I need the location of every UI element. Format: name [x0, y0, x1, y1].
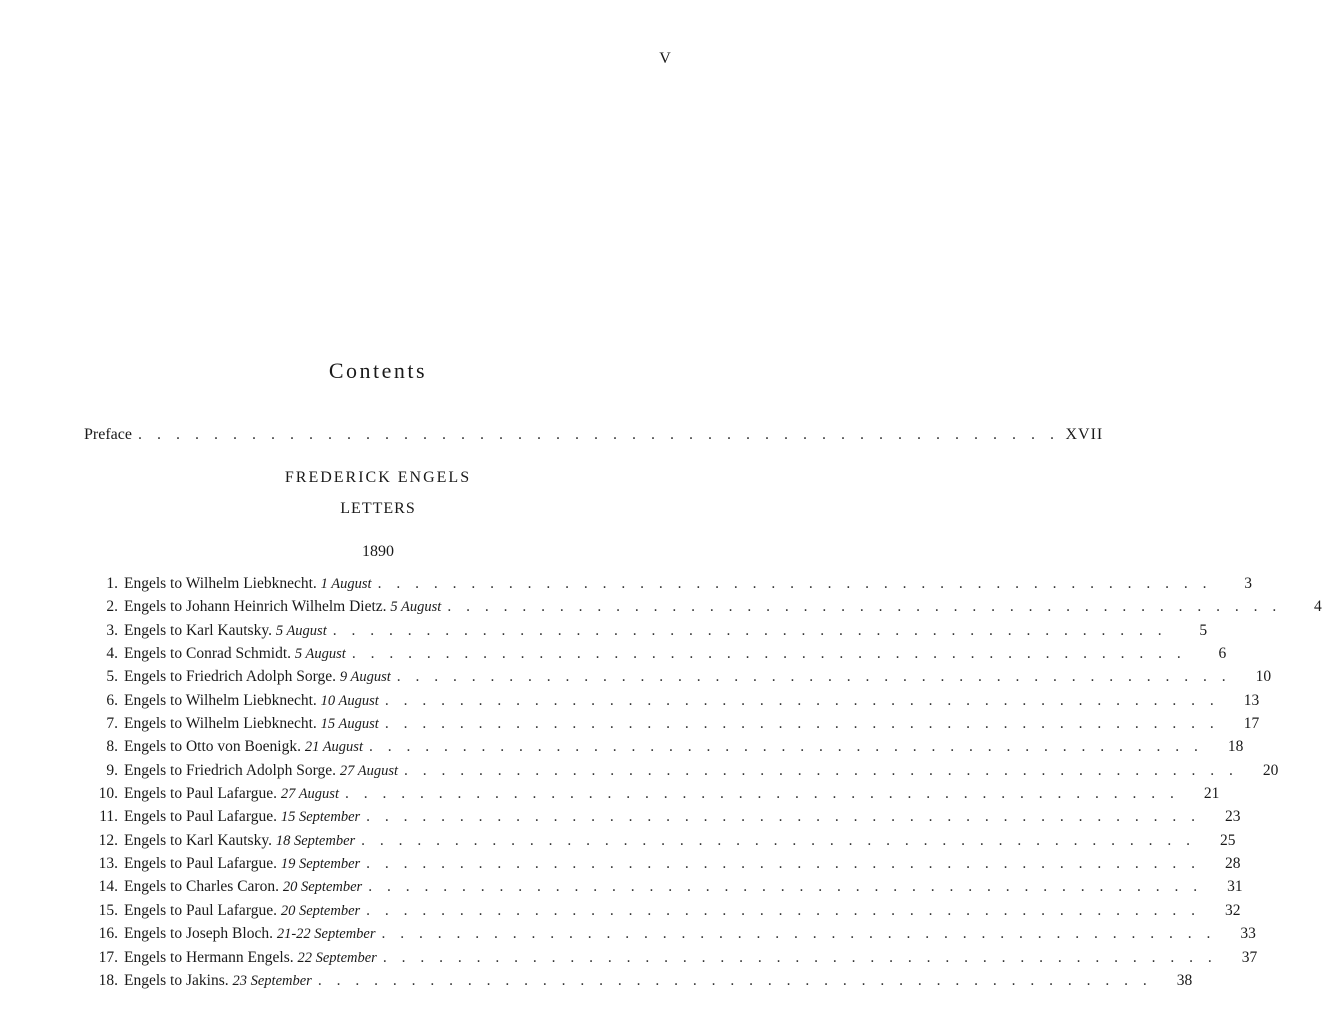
entry-correspondents: Engels to Wilhelm Liebknecht. [124, 715, 317, 733]
entry-date: 9 August [339, 669, 391, 686]
entry-number: 17. [98, 948, 118, 966]
entry-title [124, 762, 398, 780]
entry-title [124, 738, 363, 756]
entry-date: 23 September [232, 972, 312, 989]
contents-entry[interactable] [80, 878, 1243, 901]
contents-entry[interactable] [80, 901, 1241, 925]
leader-dots: . . . . . . . . . . . . . . . . . . . . . . . . . . . . . . . . . . . . . . . . . . . . . [366, 808, 1201, 826]
entry-page-number: 5 [1199, 621, 1208, 639]
entry-date: 22 September [297, 949, 377, 966]
leader-dots: . . . . . . . . . . . . . . . . . . . . . . . . . . . . . . . . . . . . . . . . . . . . . [317, 971, 1153, 989]
entry-title [124, 575, 372, 593]
entry-title [124, 668, 391, 686]
entry-date: 5 August [294, 646, 346, 663]
entry-correspondents: Engels to Hermann Engels. [124, 948, 294, 966]
contents-entry[interactable] [80, 715, 1260, 738]
entry-page-number: 3 [1244, 575, 1252, 592]
entry-correspondents: Engels to Paul Lafargue. [124, 785, 277, 803]
entry-number: 5. [106, 668, 118, 686]
entry-correspondents: Engels to Friedrich Adolph Sorge. [124, 668, 336, 686]
contents-entry[interactable] [80, 575, 1252, 598]
contents-entry[interactable] [80, 738, 1244, 761]
entry-correspondents: Engels to Paul Lafargue. [124, 901, 277, 919]
entry-title [124, 715, 379, 733]
entry-number: 14. [98, 878, 118, 896]
entry-number: 13. [98, 855, 118, 873]
contents-entry[interactable] [80, 855, 1241, 878]
entry-number: 8. [106, 738, 118, 756]
entry-correspondents: Engels to Karl Kautsky. [124, 621, 272, 639]
entry-number: 1. [106, 575, 118, 592]
entry-number: 4. [106, 645, 118, 663]
leader-dots: . . . . . . . . . . . . . . . . . . . . . . . . . . . . . . . . . . . . . . . . . . . . . [344, 785, 1180, 803]
entry-title [124, 925, 376, 943]
leader-dots: . . . . . . . . . . . . . . . . . . . . . . . . . . . . . . . . . . . . . . . . . . . . . [351, 645, 1187, 663]
entry-correspondents: Engels to Paul Lafargue. [124, 855, 277, 873]
leader-dots: . . . . . . . . . . . . . . . . . . . . . . . . . . . . . . . . . . . . . . . . . . . . . [361, 831, 1196, 849]
entry-page-number: 37 [1241, 948, 1258, 966]
entry-date: 21 August [304, 739, 363, 756]
entry-correspondents: Engels to Paul Lafargue. [124, 808, 277, 826]
leader-dots: . . . . . . . . . . . . . . . . . . . . . . . . . . . . . . . . . . . . . . . . . . . . . [382, 948, 1218, 966]
entry-title [124, 598, 441, 616]
leader-dots: . . . . . . . . . . . . . . . . . . . . . . . . . . . . . . . . . . . . . . . . . . . . . [366, 901, 1201, 919]
entry-correspondents: Engels to Conrad Schmidt. [124, 645, 292, 663]
leader-dots: . . . . . . . . . . . . . . . . . . . . . . . . . . . . . . . . . . . . . . . . . . . . . [384, 715, 1220, 733]
contents-entry[interactable] [80, 621, 1208, 645]
entry-title [124, 972, 312, 990]
entry-correspondents: Engels to Charles Caron. [124, 878, 279, 896]
entry-correspondents: Engels to Friedrich Adolph Sorge. [124, 761, 336, 779]
entry-page-number: 33 [1240, 925, 1256, 943]
leader-dots: . . . . . . . . . . . . . . . . . . . . . . . . . . . . . . . . . . . . . . . . . . . . . [332, 621, 1168, 639]
leader-dots: . . . . . . . . . . . . . . . . . . . . . . . . . . . . . . . . . . . . . . . . . . . . . [377, 575, 1212, 592]
entry-number: 18. [98, 971, 118, 989]
entry-number: 10. [98, 785, 118, 803]
entry-title [124, 808, 360, 826]
entry-title [124, 785, 339, 803]
entry-date: 15 September [280, 809, 361, 826]
year-heading: 1890 [362, 543, 394, 560]
entry-number: 9. [106, 761, 118, 779]
contents-entry[interactable] [80, 691, 1260, 715]
section-heading: LETTERS [340, 500, 416, 517]
entry-number: 15. [98, 901, 118, 919]
entry-number: 6. [106, 691, 118, 709]
entry-page-number: 31 [1227, 878, 1243, 896]
contents-list [80, 575, 1322, 995]
entry-date: 21-22 September [276, 926, 376, 943]
entry-page-number: 4 [1313, 598, 1322, 616]
entry-title [124, 622, 327, 640]
entry-date: 19 September [280, 856, 361, 873]
entry-page-number: 23 [1225, 808, 1241, 826]
entry-date: 15 August [320, 716, 379, 733]
contents-entry[interactable] [80, 808, 1241, 831]
entry-page-number: 38 [1176, 971, 1193, 989]
entry-page-number: 20 [1262, 761, 1279, 779]
entry-page-number: 6 [1218, 645, 1227, 663]
leader-dots: . . . . . . . . . . . . . . . . . . . . . . . . . . . . . . . . . . . . . . . . . . . . . . . . . [137, 426, 1060, 443]
entry-correspondents: Engels to Johann Heinrich Wilhelm Dietz. [124, 598, 387, 616]
entry-page-number: 10 [1255, 668, 1272, 686]
entry-date: 18 September [275, 832, 356, 849]
page-number: V [659, 50, 671, 67]
entry-number: 3. [106, 621, 118, 639]
entry-date: 5 August [275, 622, 327, 639]
entry-page-number: 13 [1243, 691, 1260, 709]
entry-date: 27 August [339, 762, 398, 779]
entry-number: 11. [99, 808, 118, 826]
entry-number: 12. [98, 831, 118, 849]
contents-entry[interactable] [80, 971, 1193, 995]
entry-page-number: 32 [1225, 901, 1241, 919]
entry-page-number: 21 [1203, 785, 1220, 803]
entry-date: 5 August [390, 599, 442, 616]
entry-page-number: 18 [1227, 738, 1244, 756]
contents-entry[interactable] [80, 831, 1236, 855]
author-heading: FREDERICK ENGELS [284, 469, 472, 486]
entry-date: 1 August [320, 576, 372, 592]
entry-date: 20 September [280, 902, 361, 919]
contents-title: Contents [328, 358, 428, 383]
entry-correspondents: Engels to Joseph Bloch. [124, 925, 273, 943]
entry-page-number: 28 [1225, 855, 1241, 873]
leader-dots: . . . . . . . . . . . . . . . . . . . . . . . . . . . . . . . . . . . . . . . . . . . . . [368, 738, 1204, 756]
entry-title [124, 645, 346, 663]
contents-entry[interactable] [80, 668, 1272, 691]
entry-title [124, 878, 362, 896]
entry-correspondents: Engels to Wilhelm Liebknecht. [124, 691, 317, 709]
leader-dots: . . . . . . . . . . . . . . . . . . . . . . . . . . . . . . . . . . . . . . . . . . . . . [384, 691, 1220, 709]
leader-dots: . . . . . . . . . . . . . . . . . . . . . . . . . . . . . . . . . . . . . . . . . . . . . [381, 925, 1216, 943]
contents-entry[interactable] [80, 645, 1227, 668]
contents-entry[interactable] [80, 948, 1258, 972]
entry-date: 27 August [280, 786, 339, 803]
leader-dots: . . . . . . . . . . . . . . . . . . . . . . . . . . . . . . . . . . . . . . . . . . . . . [404, 761, 1239, 779]
entry-number: 16. [98, 925, 118, 943]
entry-title [124, 855, 360, 873]
entry-page-number: 17 [1243, 715, 1260, 733]
entry-correspondents: Engels to Wilhelm Liebknecht. [124, 575, 317, 592]
entry-title [124, 902, 360, 920]
leader-dots: . . . . . . . . . . . . . . . . . . . . . . . . . . . . . . . . . . . . . . . . . . . . . [396, 668, 1232, 686]
entry-title [124, 949, 377, 967]
preface-page-number: XVII [1065, 426, 1104, 443]
entry-date: 20 September [282, 879, 363, 896]
preface-label: Preface [84, 426, 132, 443]
contents-entry[interactable] [80, 785, 1220, 808]
entry-page-number: 25 [1220, 831, 1236, 849]
entry-title [124, 832, 355, 850]
entry-correspondents: Engels to Karl Kautsky. [124, 831, 272, 849]
entry-correspondents: Engels to Jakins. [124, 971, 229, 989]
contents-entry[interactable] [80, 925, 1256, 948]
contents-entry[interactable] [80, 761, 1279, 785]
entry-correspondents: Engels to Otto von Boenigk. [124, 738, 301, 756]
entry-number: 2. [106, 598, 118, 616]
leader-dots: . . . . . . . . . . . . . . . . . . . . . . . . . . . . . . . . . . . . . . . . . . . . . [368, 878, 1203, 896]
leader-dots: . . . . . . . . . . . . . . . . . . . . . . . . . . . . . . . . . . . . . . . . . . . . . [366, 855, 1201, 873]
entry-number: 7. [106, 715, 118, 733]
leader-dots: . . . . . . . . . . . . . . . . . . . . . . . . . . . . . . . . . . . . . . . . . . . . . [447, 598, 1282, 616]
entry-date: 10 August [320, 692, 379, 709]
contents-entry[interactable] [80, 598, 1322, 621]
preface-row[interactable] [84, 426, 1104, 448]
entry-title [124, 692, 379, 710]
